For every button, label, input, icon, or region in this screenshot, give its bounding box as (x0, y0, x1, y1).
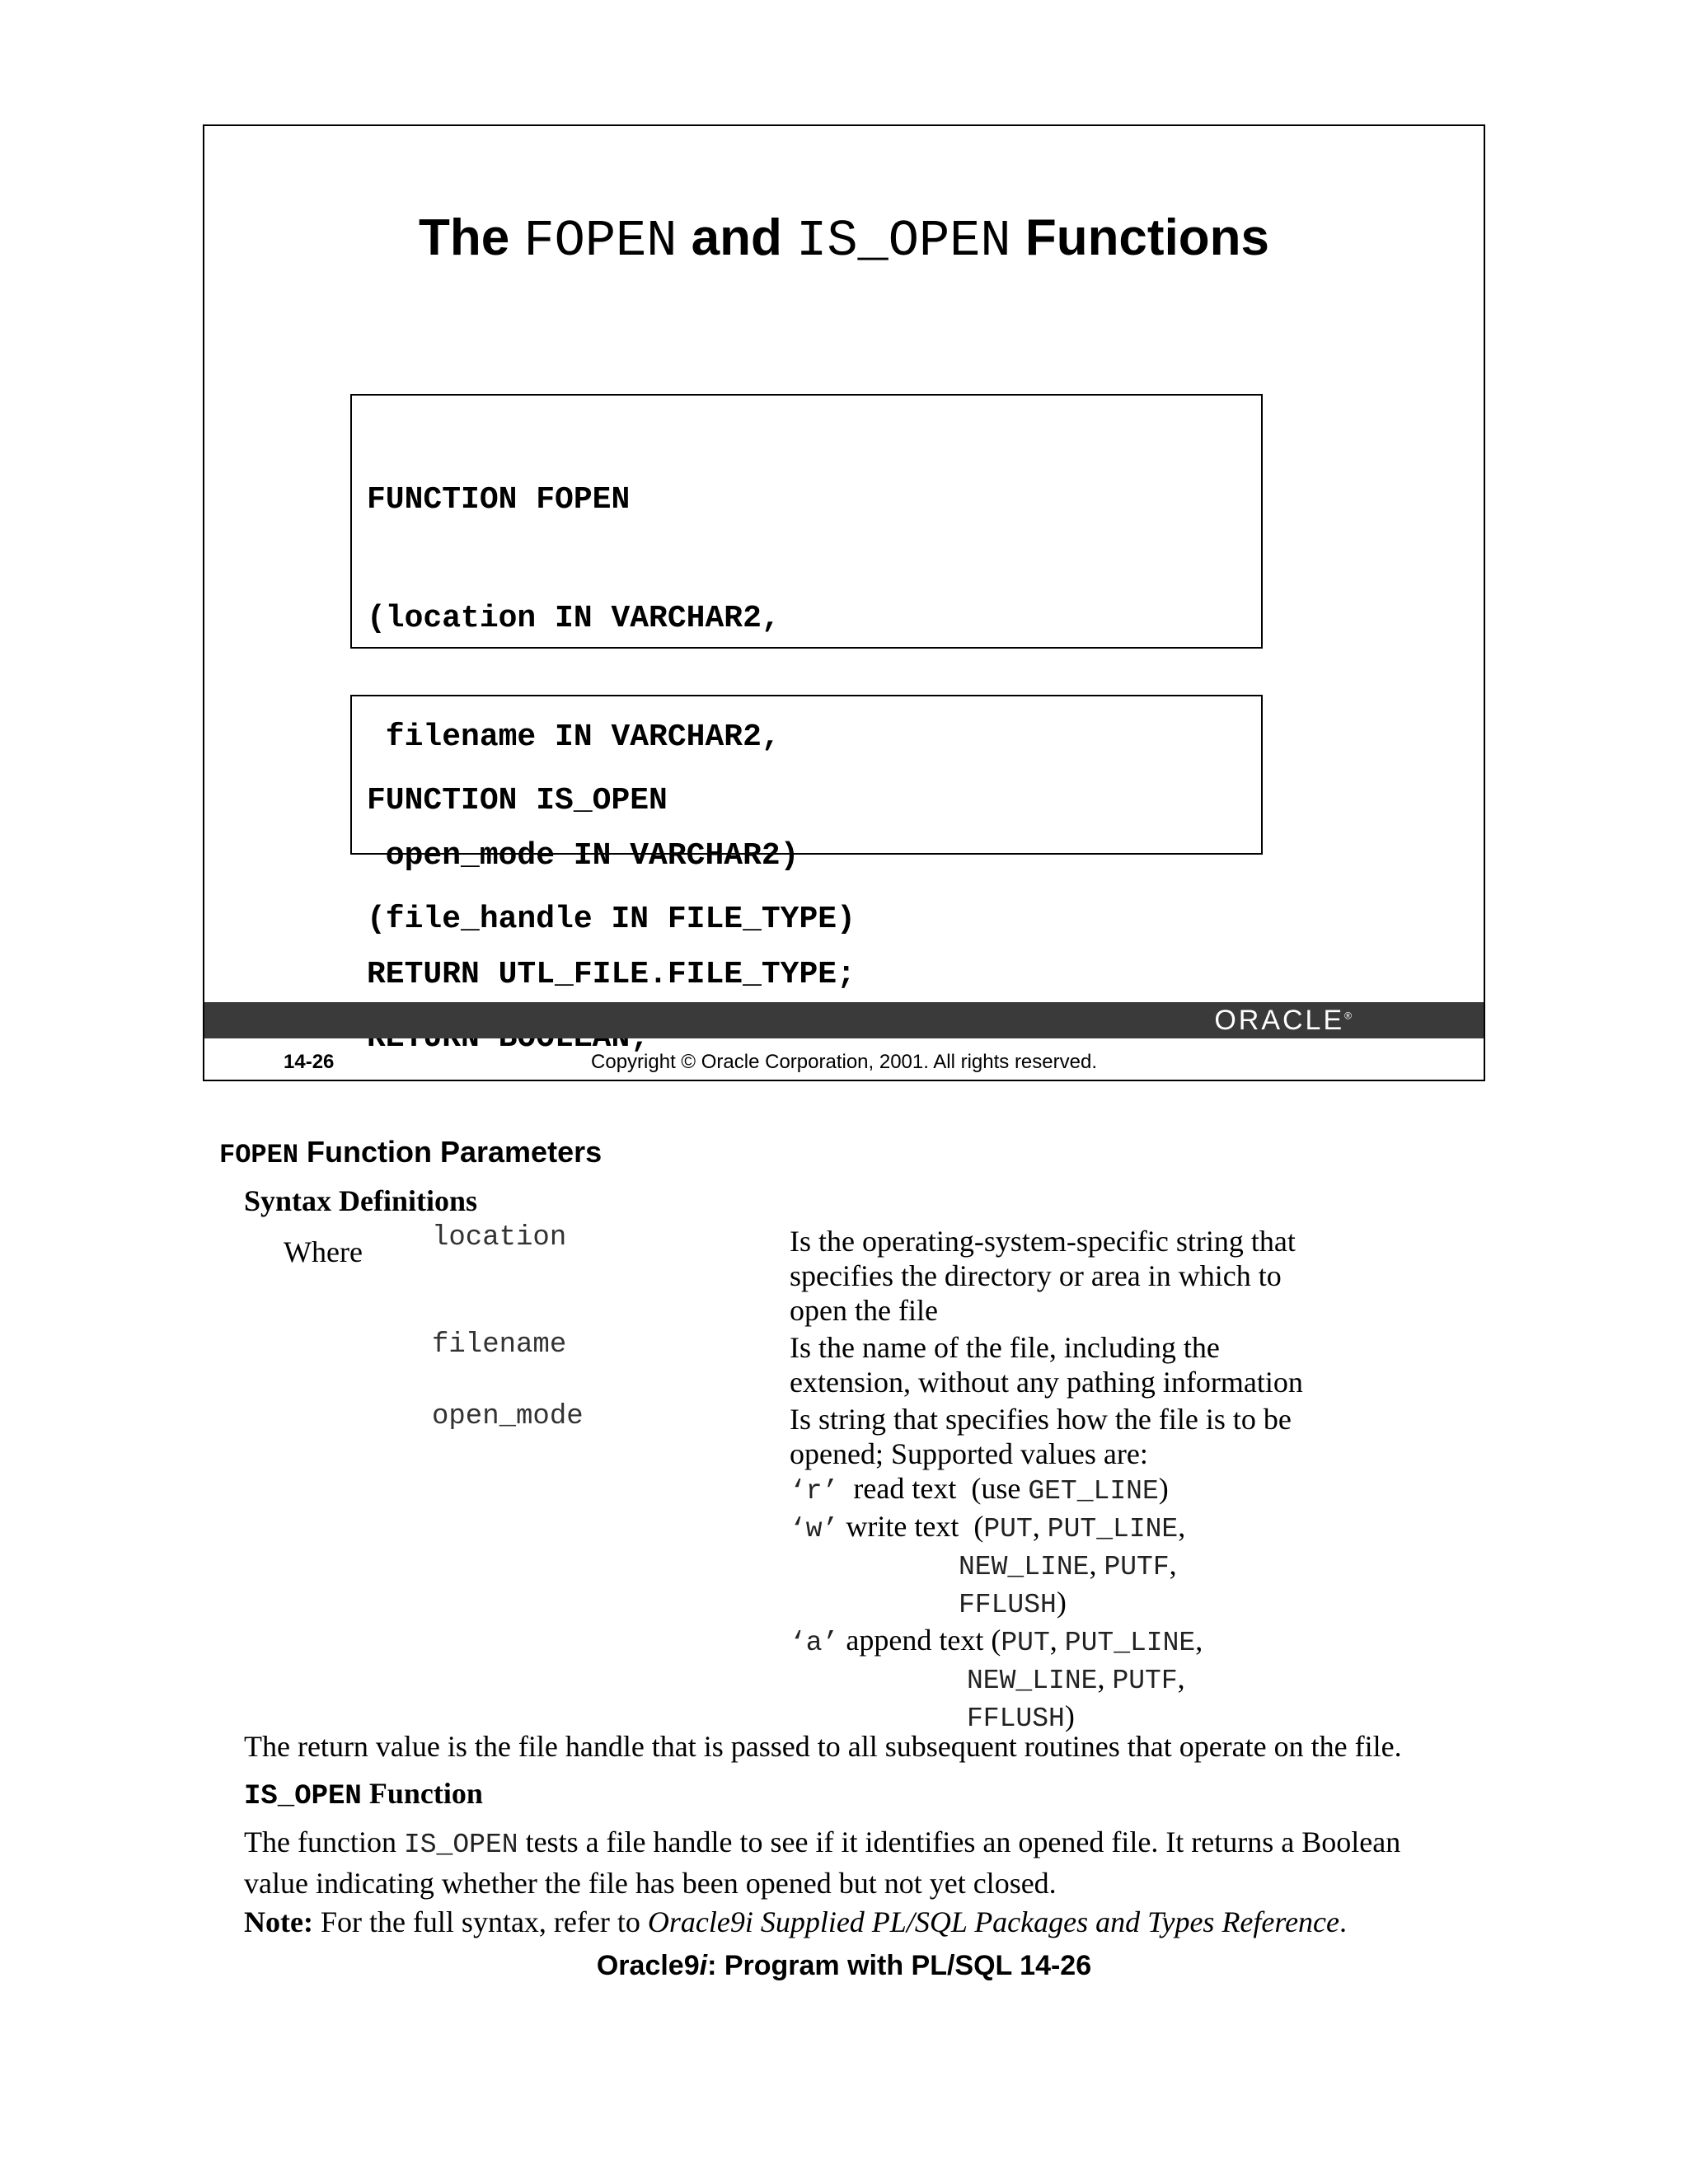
code-line: (location IN VARCHAR2, (367, 601, 781, 636)
mode-w-cont: FFLUSH) (959, 1586, 1067, 1620)
code-line: filename IN VARCHAR2, (367, 719, 781, 755)
mode-a-cont: FFLUSH) (967, 1699, 1075, 1734)
code-line: RETURN UTL_FILE.FILE_TYPE; (367, 957, 856, 992)
slide-number: 14-26 (284, 1051, 335, 1073)
isopen-paragraph: The function IS_OPEN tests a file handle to see if it identifies an opened file. It returns a Boolean value indicating whether the file has been opened but not yet closed. (244, 1825, 1401, 1900)
syntax-heading: Syntax Definitions (244, 1184, 478, 1217)
oracle-logo: ORACLE® (1214, 1005, 1352, 1036)
page-footer: Oracle9i: Program with PL/SQL 14-26 (596, 1950, 1092, 1981)
param-name: open_mode (432, 1401, 584, 1432)
mode-r: ‘r’ read text (use GET_LINE) (790, 1472, 1169, 1507)
slide-frame (203, 124, 1485, 1081)
where-label: Where (284, 1235, 363, 1268)
isopen-heading: IS_OPEN Function (244, 1777, 483, 1812)
mode-w: ‘w’ write text (PUT, PUT_LINE, (790, 1510, 1186, 1544)
mode-a-cont: NEW_LINE, PUTF, (967, 1661, 1185, 1696)
return-value-text: The return value is the file handle that is passed to all subsequent routines that operate on the file. (244, 1730, 1402, 1763)
code-line: (file_handle IN FILE_TYPE) (367, 902, 856, 937)
copyright-text: Copyright © Oracle Corporation, 2001. All rights reserved. (591, 1051, 1097, 1073)
section-heading: FOPEN Function Parameters (219, 1135, 603, 1170)
code-line: FUNCTION FOPEN (367, 482, 631, 518)
param-description: Is string that specifies how the file is to be opened; Supported values are: ‘r’ read text (use GET_LINE) ‘w’ write text (PUT, PUT_LINE, NEW_LINE, PUTF, FFLUSH) ‘a’ append text (PUT, PUT_LINE, NEW_LINE, PUTF, FFLUSH) (790, 1402, 1292, 1736)
param-name: filename (432, 1329, 567, 1361)
code-line: FUNCTION IS_OPEN (367, 783, 668, 818)
mode-a: ‘a’ append text (PUT, PUT_LINE, (790, 1624, 1203, 1658)
code-line: open_mode IN VARCHAR2) (367, 838, 799, 874)
param-name: location (432, 1222, 567, 1254)
param-description: Is the name of the file, including the extension, without any pathing information (790, 1331, 1303, 1399)
mode-w-cont: NEW_LINE, PUTF, (959, 1548, 1177, 1582)
slide-title: The FOPEN and IS_OPEN Functions (418, 209, 1270, 270)
note-text: Note: For the full syntax, refer to Oracle9i Supplied PL/SQL Packages and Types Reference. (244, 1905, 1348, 1938)
param-description: Is the operating-system-specific string that specifies the directory or area in which to open the file (790, 1225, 1296, 1327)
